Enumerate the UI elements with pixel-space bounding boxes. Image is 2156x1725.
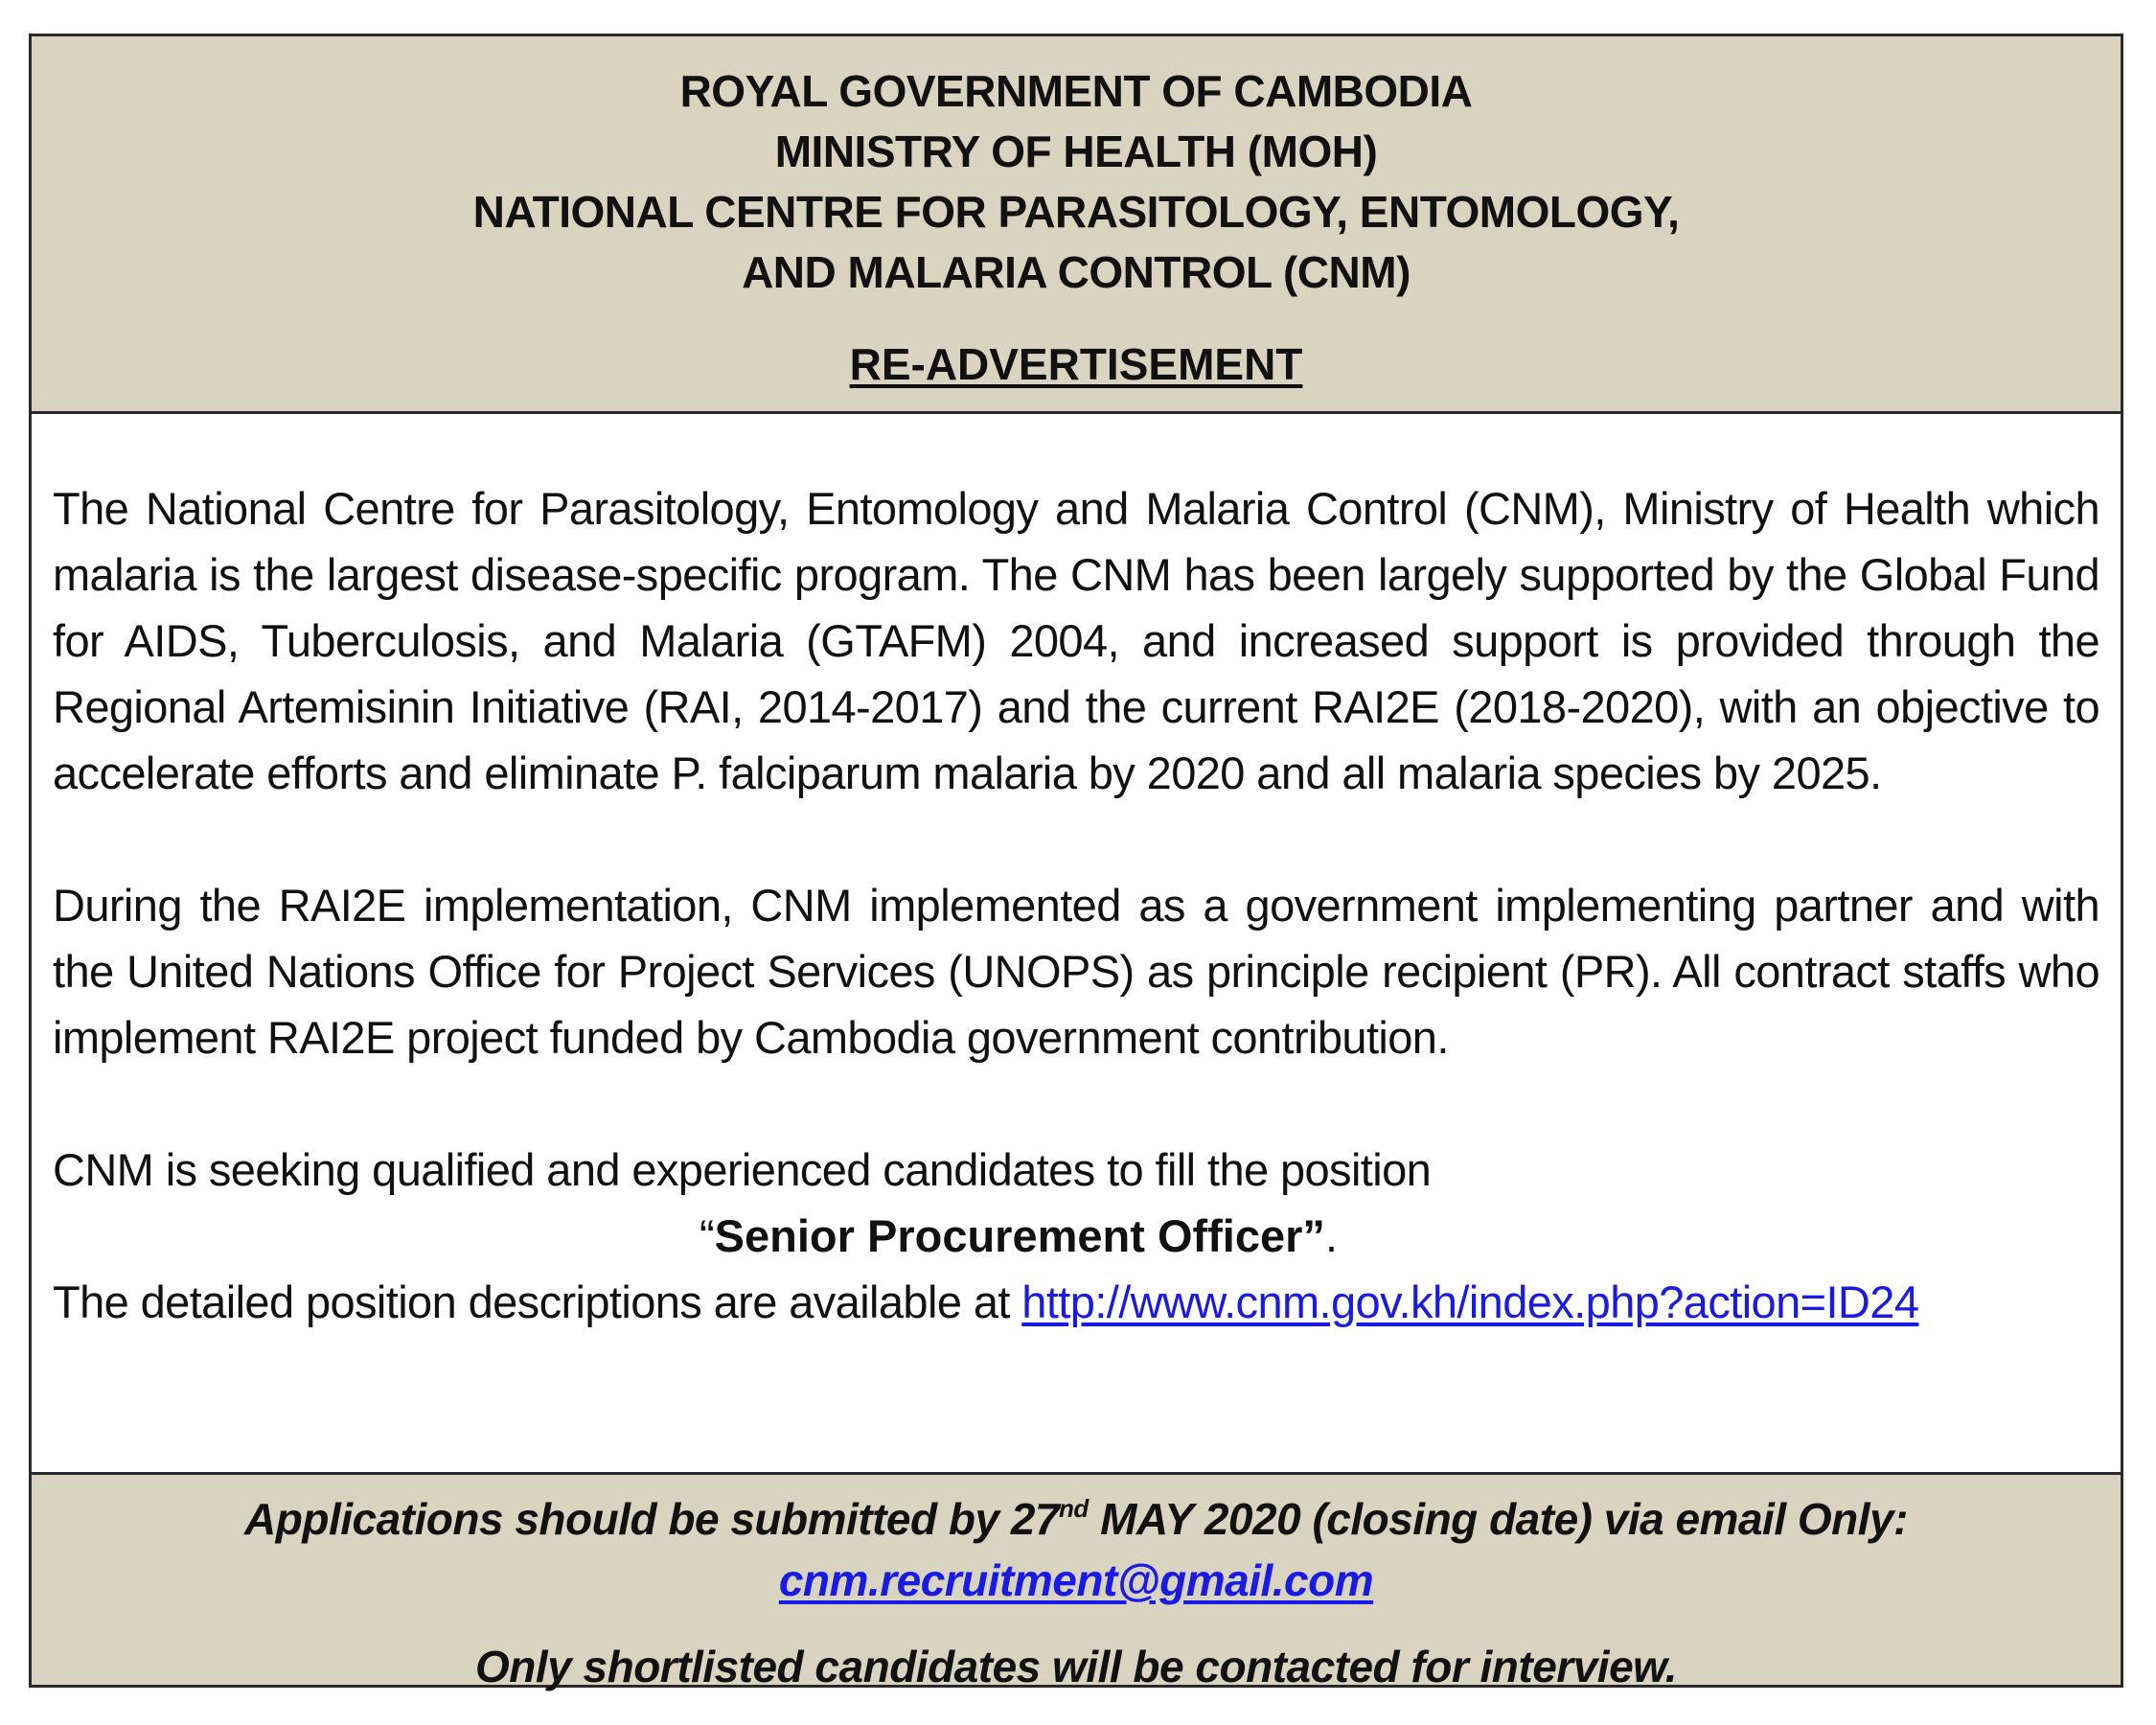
deadline-line xyxy=(32,1488,2121,1550)
advertisement-panel xyxy=(29,34,2123,1691)
deadline-ordinal-suffix: nd xyxy=(1059,1494,1089,1523)
seeking-text: CNM is seeking qualified and experienced candidates to fill the position xyxy=(53,1144,1432,1195)
org-line-ministry: MINISTRY OF HEALTH (MOH) xyxy=(774,126,1378,176)
recruitment-email-link[interactable]: cnm.recruitment@gmail.com xyxy=(778,1555,1374,1605)
footer-section xyxy=(32,1472,2121,1691)
position-period: . xyxy=(1324,1210,1338,1261)
body-section xyxy=(32,414,2121,1472)
shortlist-note: Only shortlisted candidates will be contacted for interview. xyxy=(474,1642,1678,1691)
ad-title: RE-ADVERTISEMENT xyxy=(849,339,1303,389)
position-open-quote: “ xyxy=(700,1210,715,1261)
org-line-government: ROYAL GOVERNMENT OF CAMBODIA xyxy=(679,66,1473,116)
org-line-centre: NATIONAL CENTRE FOR PARASITOLOGY, ENTOMOLOGY, xyxy=(472,187,1680,237)
deadline-text-end: MAY 2020 (closing date) via email Only: xyxy=(1088,1494,1908,1544)
position-title: Senior Procurement Officer” xyxy=(714,1210,1325,1261)
position-description-link[interactable]: http://www.cnm.gov.kh/index.php?action=ID24 xyxy=(1021,1276,1919,1327)
intro-paragraph: The National Centre for Parasitology, Entomology and Malaria Control (CNM), Ministry of Health which malaria is the largest disease-specific program. The CNM has been largely supported by the Global Fund for AIDS, Tuberculosis, and Malaria (GTAFM) 2004, and increased support is provided through the Regional Artemisinin Initiative (RAI, 2014-2017) and the current RAI2E (2018-2020), with an objective to accelerate efforts and eliminate P. falciparum malaria by 2020 and all malaria species by 2025. xyxy=(53,483,2099,798)
implementation-paragraph: During the RAI2E implementation, CNM implemented as a government implementing partner and with the United Nations Office for Project Services (UNOPS) as principle recipient (PR). All contract staffs who implement RAI2E project funded by Cambodia government contribution. xyxy=(53,880,2099,1063)
deadline-text: Applications should be submitted by 27 xyxy=(244,1494,1060,1544)
position-line xyxy=(53,1203,2099,1269)
email-line xyxy=(32,1550,2121,1611)
details-text: The detailed position descriptions are available at xyxy=(53,1276,1022,1327)
details-line xyxy=(53,1269,2099,1335)
header-section xyxy=(32,36,2121,414)
org-line-malaria-control: AND MALARIA CONTROL (CNM) xyxy=(742,247,1411,297)
